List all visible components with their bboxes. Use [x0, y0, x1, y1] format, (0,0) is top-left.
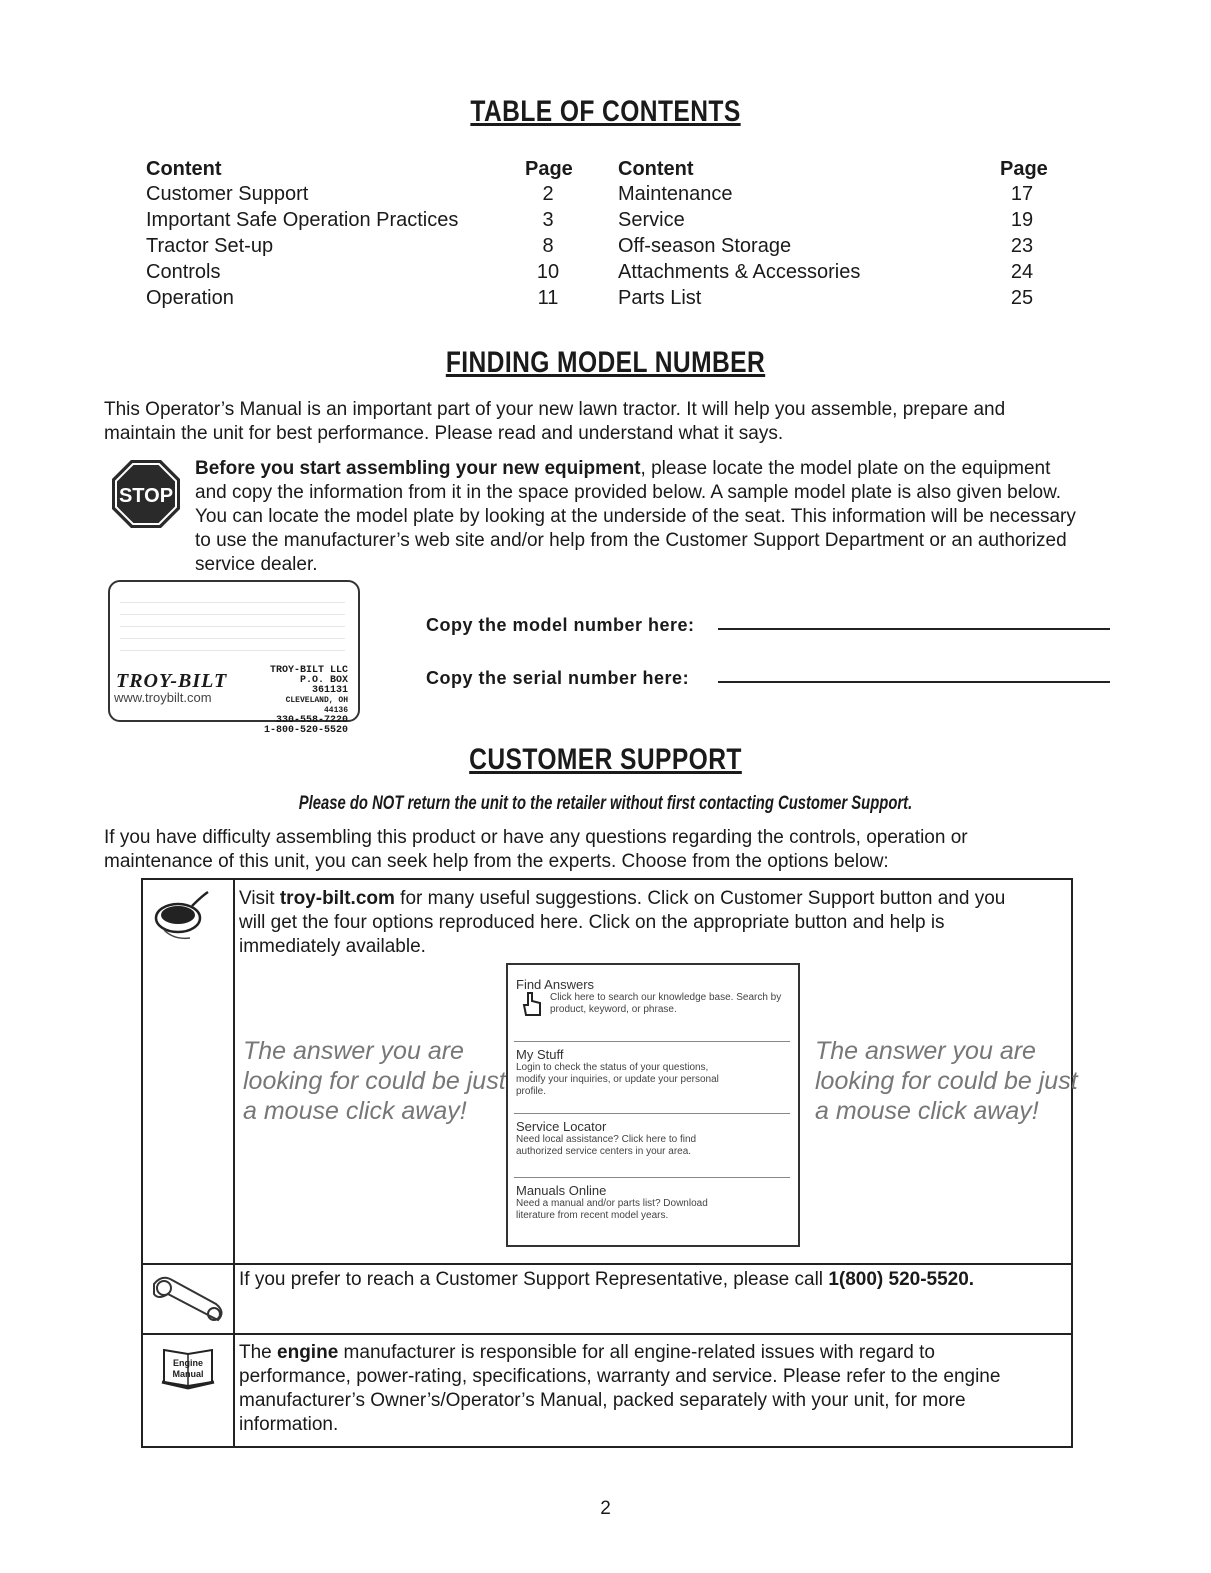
find-answers-title: Find Answers	[516, 977, 595, 992]
toc-page-header-right: Page	[1000, 158, 1048, 180]
svg-text:STOP: STOP	[118, 485, 174, 507]
slogan-right-line-3: a mouse click away!	[815, 1097, 1039, 1125]
copy-model-label: Copy the model number here:	[426, 615, 695, 635]
service-locator-option[interactable]: Service Locator Need local assistance? Click here to find authorized service centers in your area.	[516, 1119, 788, 1158]
find-answers-option[interactable]: Find Answers Click here to search our knowledge base. Search by product, keyword, or phrase.	[516, 977, 788, 1016]
toc-entry-label: Service	[618, 209, 685, 231]
engine-text-line-4: information.	[239, 1414, 339, 1435]
engine-text-line-2: performance, power-rating, specifications, warranty and service. Please refer to the engine	[239, 1366, 1001, 1387]
stop-notice-line-2: and copy the information from it in the space provided below. A sample model plate is also given below.	[195, 482, 1062, 503]
toc-entry-label: Maintenance	[618, 183, 733, 205]
toc-entry-label: Off-season Storage	[618, 235, 792, 257]
slogan-left-line-2: looking for could be just	[243, 1067, 506, 1095]
toc-page-header-left: Page	[525, 158, 573, 180]
service-locator-title: Service Locator	[516, 1119, 607, 1134]
serial-number-field[interactable]	[718, 681, 1110, 683]
model-intro-line-1: This Operator’s Manual is an important part of your new lawn tractor. It will help you assemble, prepare and	[104, 399, 1006, 420]
toc-entry-page: 25	[1010, 287, 1034, 309]
toc-entry-page: 3	[542, 209, 554, 231]
toc-content-header-left: Content	[146, 158, 222, 180]
toc-entry-page: 10	[536, 261, 560, 283]
web-text-line-2: will get the four options reproduced here. Click on the appropriate button and help is	[239, 912, 945, 933]
engine-text-line-1: The engine manufacturer is responsible for all engine-related issues with regard to	[239, 1342, 935, 1363]
manuals-online-title: Manuals Online	[516, 1183, 607, 1198]
support-intro-line-1: If you have difficulty assembling this product or have any questions regarding the controls, operation or	[104, 827, 968, 848]
table-divider-row-2	[141, 1333, 1071, 1335]
support-warning: Please do NOT return the unit to the retailer without first contacting Customer Support.	[298, 793, 913, 814]
phone-text: If you prefer to reach a Customer Support Representative, please call 1(800) 520-5520.	[239, 1269, 975, 1290]
stop-sign-icon	[111, 459, 181, 529]
slogan-left-line-1: The answer you are	[243, 1037, 464, 1065]
toc-entry-page: 24	[1010, 261, 1034, 283]
support-phone-number[interactable]: 1(800) 520-5520.	[828, 1269, 975, 1290]
slogan-right-line-1: The answer you are	[815, 1037, 1036, 1065]
pointer-hand-icon	[522, 991, 544, 1017]
table-divider-vertical	[233, 878, 235, 1446]
model-plate	[108, 580, 360, 736]
stop-notice-bold: Before you start assembling your new equipment	[195, 458, 641, 479]
svg-text:Engine: Engine	[172, 1358, 204, 1368]
toc-entry-page: 2	[542, 183, 554, 205]
toc-entry-page: 17	[1010, 183, 1034, 205]
table-divider-row-1	[141, 1263, 1071, 1265]
support-intro-line-2: maintenance of this unit, you can seek help from the experts. Choose from the options below:	[104, 851, 889, 872]
slogan-right-line-2: looking for could be just	[815, 1067, 1078, 1095]
toc-entry-label: Operation	[146, 287, 234, 309]
plate-blank-area	[120, 592, 345, 662]
toc-entry-label: Controls	[146, 261, 221, 283]
toc-entry-page: 19	[1010, 209, 1034, 231]
toc-entry-page: 11	[537, 287, 559, 309]
my-stuff-option[interactable]: My Stuff Login to check the status of your questions, modify your inquiries, or update your personal profile.	[516, 1047, 788, 1098]
toc-content-header-right: Content	[618, 158, 694, 180]
support-section-title: CUSTOMER SUPPORT	[469, 743, 742, 776]
stop-notice-line-1: Before you start assembling your new equipment, please locate the model plate on the equipment	[195, 458, 1051, 479]
plate-address: TROY-BILT LLC P.O. BOX 361131 CLEVELAND, OH 44136 330-558-7220 1-800-520-5520	[263, 665, 348, 736]
copy-serial-label: Copy the serial number here:	[426, 668, 690, 688]
stop-notice-line-3: You can locate the model plate by looking at the underside of the seat. This information will be necessary	[195, 506, 1076, 527]
troy-bilt-logo: TROY-BILT	[116, 670, 228, 692]
web-text-line-1: Visit troy-bilt.com for many useful suggestions. Click on Customer Support button and you	[239, 888, 1006, 909]
toc-entry-label: Tractor Set-up	[146, 235, 274, 257]
stop-notice-line-5: service dealer.	[195, 554, 318, 575]
slogan-left-line-3: a mouse click away!	[243, 1097, 467, 1125]
manuals-online-option[interactable]: Manuals Online Need a manual and/or parts list? Download literature from recent model years.	[516, 1183, 788, 1222]
stop-notice-line-4: to use the manufacturer’s web site and/or help from the Customer Support Department or an authorized	[195, 530, 1067, 551]
website-options-panel	[506, 963, 800, 1247]
model-number-field[interactable]	[718, 628, 1110, 630]
toc-entry-label: Parts List	[618, 287, 702, 309]
engine-manual-icon	[160, 1342, 216, 1390]
toc-entry-label: Customer Support	[146, 183, 309, 205]
toc-entry-page: 8	[542, 235, 554, 257]
page-number: 2	[600, 1498, 611, 1519]
toc-entry-page: 23	[1010, 235, 1034, 257]
svg-text:Manual: Manual	[172, 1369, 204, 1379]
model-intro-line-2: maintain the unit for best performance. Please read and understand what it says.	[104, 423, 784, 444]
my-stuff-title: My Stuff	[516, 1047, 564, 1062]
toc-entry-label: Attachments & Accessories	[618, 261, 861, 283]
plate-website: www.troybilt.com	[114, 690, 212, 705]
engine-text-line-3: manufacturer’s Owner’s/Operator’s Manual, packed separately with your unit, for more	[239, 1390, 966, 1411]
web-text-line-3: immediately available.	[239, 936, 426, 957]
mouse-icon	[152, 888, 212, 943]
phone-icon	[148, 1270, 228, 1326]
toc-entry-label: Important Safe Operation Practices	[146, 209, 459, 231]
website-link[interactable]: troy-bilt.com	[279, 888, 395, 909]
model-section-title: FINDING MODEL NUMBER	[445, 346, 766, 379]
toc-title: TABLE OF CONTENTS	[470, 95, 741, 128]
